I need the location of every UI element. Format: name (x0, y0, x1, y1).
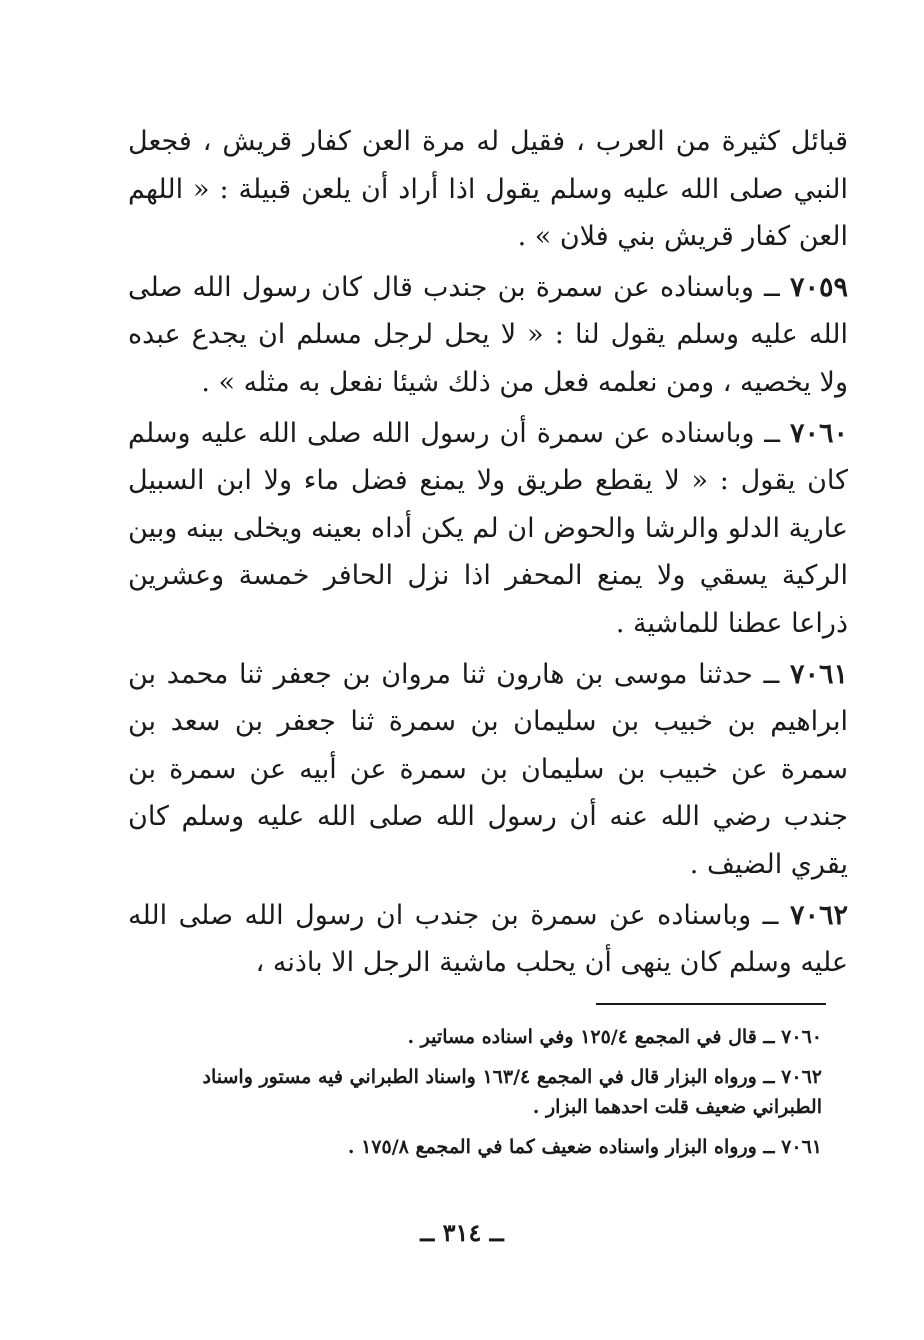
paragraph-text: قبائل كثيرة من العرب ، فقيل له مرة العن كفار قريش ، فجعل النبي صلى الله عليه وسلم يقول اذا أراد أن يلعن قبيلة : « اللهم العن كفار قريش بني فلان » . (128, 126, 848, 253)
hadith-7059 (128, 264, 848, 407)
page-number: ــ ٣١٤ ــ (420, 1218, 504, 1247)
hadith-number: ٧٠٦١ (789, 658, 848, 690)
main-text (128, 118, 848, 990)
footnotes (128, 1022, 850, 1172)
hadith-number: ٧٠٥٩ (789, 271, 848, 303)
paragraph-continuation (128, 118, 848, 261)
hadith-7062 (128, 892, 848, 987)
hadith-text: ــ وباسناده عن سمرة بن جندب قال كان رسول الله صلى الله عليه وسلم يقول لنا : « لا يحل لرجل مسلم ان يجدع عبده ولا يخصيه ، ومن نعلمه فعل من ذلك شيئا نفعل به مثله » . (128, 271, 848, 398)
footnote-7062: ٧٠٦٢ ــ ورواه البزار قال في المجمع ١٦٣/٤ واسناد الطبراني فيه مستور واسناد الطبراني ضعيف قلت احدهما البزار . (202, 1066, 822, 1118)
footnote-7061: ٧٠٦١ ــ ورواه البزار واسناده ضعيف كما في المجمع ١٧٥/٨ . (347, 1136, 822, 1158)
hadith-text: ــ حدثنا موسى بن هارون ثنا مروان بن جعفر ثنا محمد بن ابراهيم بن خبيب بن سليمان بن سمرة ثنا جعفر بن سعد بن سمرة عن خبيب بن سليمان بن سمرة عن أبيه عن سمرة بن جندب رضي الله عنه أن رسول الله صلى الله عليه وسلم كان يقري الضيف . (128, 658, 848, 880)
hadith-text: ــ وباسناده عن سمرة بن جندب ان رسول الله صلى الله عليه وسلم كان ينهى أن يحلب ماشية الرجل الا باذنه ، (128, 899, 848, 979)
footnote-divider (596, 1003, 826, 1005)
hadith-7061 (128, 651, 848, 889)
hadith-7060 (128, 410, 848, 648)
hadith-number: ٧٠٦٢ (789, 899, 848, 931)
hadith-text: ــ وباسناده عن سمرة أن رسول الله صلى الله عليه وسلم كان يقول : « لا يقطع طريق ولا يمنع فضل ماء ولا ابن السبيل عارية الدلو والرشا والحوض ان لم يكن أداه بعينه ويخلى بينه وبين الركية يسقي ولا يمنع المحفر اذا نزل الحافر خمسة وعشرين ذراعا عطنا للماشية . (128, 417, 848, 639)
footnote-7060: ٧٠٦٠ ــ قال في المجمع ١٢٥/٤ وفي اسناده مساتير . (407, 1026, 822, 1048)
hadith-number: ٧٠٦٠ (790, 417, 849, 449)
